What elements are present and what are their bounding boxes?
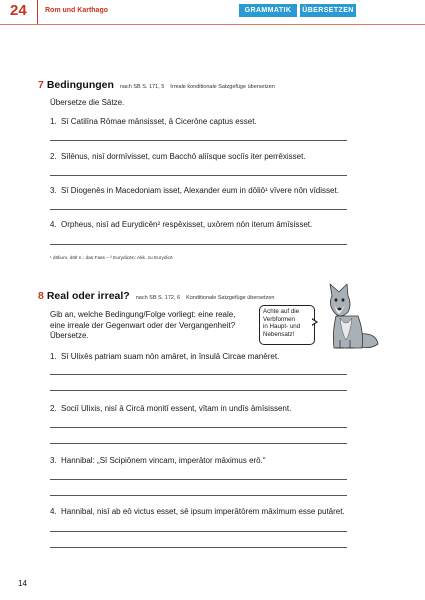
header-divider bbox=[37, 0, 38, 24]
exercise-8-item-2 bbox=[50, 404, 291, 413]
wolf-mascot-icon bbox=[318, 282, 382, 354]
item-text: Hannibal: „Sī Scipiōnem vincam, imperātor māximus erō.“ bbox=[61, 456, 266, 465]
exercise-8-item-1 bbox=[50, 352, 279, 361]
item-number: 3. bbox=[50, 186, 57, 195]
answer-line[interactable] bbox=[50, 209, 347, 210]
item-number: 1. bbox=[50, 352, 57, 361]
tag-grammatik: GRAMMATIK bbox=[239, 4, 297, 17]
exercise-7-instruction: Übersetze die Sätze. bbox=[50, 98, 125, 107]
answer-line[interactable] bbox=[50, 175, 347, 176]
answer-line[interactable] bbox=[50, 531, 347, 532]
answer-line[interactable] bbox=[50, 427, 347, 428]
answer-line[interactable] bbox=[50, 495, 347, 496]
exercise-7-item-2 bbox=[50, 152, 306, 161]
page-number: 24 bbox=[10, 2, 27, 19]
answer-line[interactable] bbox=[50, 443, 347, 444]
item-text: Orpheus, nisī ad Eurydicēn² respēxisset, uxōrem nōn iterum āmīsisset. bbox=[61, 220, 313, 229]
answer-line[interactable] bbox=[50, 140, 347, 141]
bubble-line: Achte auf die bbox=[263, 308, 300, 315]
exercise-title: Real oder irreal? bbox=[46, 290, 130, 302]
answer-line[interactable] bbox=[50, 390, 347, 391]
exercise-number: 8 bbox=[38, 290, 44, 302]
tip-speech-bubble bbox=[259, 305, 315, 345]
item-text: Sī Ulixēs patriam suam nōn amāret, in īnsulā Circae manēret. bbox=[61, 352, 280, 361]
exercise-8-item-4 bbox=[50, 507, 345, 516]
instruction-line: Übersetze. bbox=[50, 331, 89, 340]
exercise-8-instruction bbox=[50, 310, 255, 342]
item-text: Sī Diogenēs in Macedoniam isset, Alexander eum in dōliō¹ vīvere nōn vīdisset. bbox=[61, 186, 339, 195]
answer-line[interactable] bbox=[50, 244, 347, 245]
item-text: Sociī Ulixis, nisī ā Circā monitī essent, vītam in undīs āmīsissent. bbox=[61, 404, 292, 413]
exercise-7-footnote: ¹ dōlium, dōlī n.: das Fass – ² Eurydicēn: Akk. zu Eurydicē bbox=[50, 256, 173, 261]
footer-page-number: 14 bbox=[18, 579, 27, 588]
item-number: 1. bbox=[50, 117, 57, 126]
item-number: 2. bbox=[50, 404, 57, 413]
item-number: 2. bbox=[50, 152, 57, 161]
item-number: 4. bbox=[50, 220, 57, 229]
exercise-8-heading bbox=[38, 290, 274, 302]
answer-line[interactable] bbox=[50, 547, 347, 548]
exercise-8-item-3 bbox=[50, 456, 266, 465]
bubble-line: Verbformen bbox=[263, 315, 295, 323]
exercise-subtitle: Irreale konditionale Satzgefüge übersetzen bbox=[170, 84, 275, 90]
item-number: 4. bbox=[50, 507, 57, 516]
chapter-title: Rom und Karthago bbox=[45, 7, 108, 14]
item-text: Hannibal, nisī ab eō victus esset, sē ipsum imperātōrem māximum esse putāret. bbox=[61, 507, 345, 516]
header-rule bbox=[0, 24, 425, 25]
item-text: Sī Catilīna Rōmae mānsisset, ā Cicerōne captus esset. bbox=[61, 117, 257, 126]
exercise-7-item-3 bbox=[50, 186, 339, 195]
exercise-title: Bedingungen bbox=[46, 79, 114, 91]
item-text: Sīlēnus, nisī dormīvisset, cum Bacchō aliīsque sociīs iter perrēxisset. bbox=[61, 152, 306, 161]
exercise-reference: nach SB S. 172, 6 bbox=[135, 295, 181, 301]
item-number: 3. bbox=[50, 456, 57, 465]
exercise-7-item-4 bbox=[50, 220, 312, 229]
exercise-number: 7 bbox=[38, 79, 44, 91]
instruction-line: Gib an, welche Bedingung/Folge vorliegt: eine reale, bbox=[50, 310, 236, 319]
bubble-line: in Haupt- und bbox=[263, 323, 301, 331]
answer-line[interactable] bbox=[50, 374, 347, 375]
bubble-line: Nebensatz! bbox=[263, 330, 295, 338]
exercise-reference: nach SB S. 171, 5 bbox=[119, 84, 165, 90]
tag-uebersetzen: ÜBERSETZEN bbox=[300, 4, 356, 17]
answer-line[interactable] bbox=[50, 479, 347, 480]
exercise-7-heading bbox=[38, 79, 275, 91]
exercise-7-item-1 bbox=[50, 117, 257, 126]
bubble-tail-fill bbox=[311, 319, 316, 325]
exercise-subtitle: Konditionale Satzgefüge übersetzen bbox=[186, 295, 275, 301]
instruction-line: eine irreale der Gegenwart oder der Vergangenheit? bbox=[50, 320, 236, 330]
